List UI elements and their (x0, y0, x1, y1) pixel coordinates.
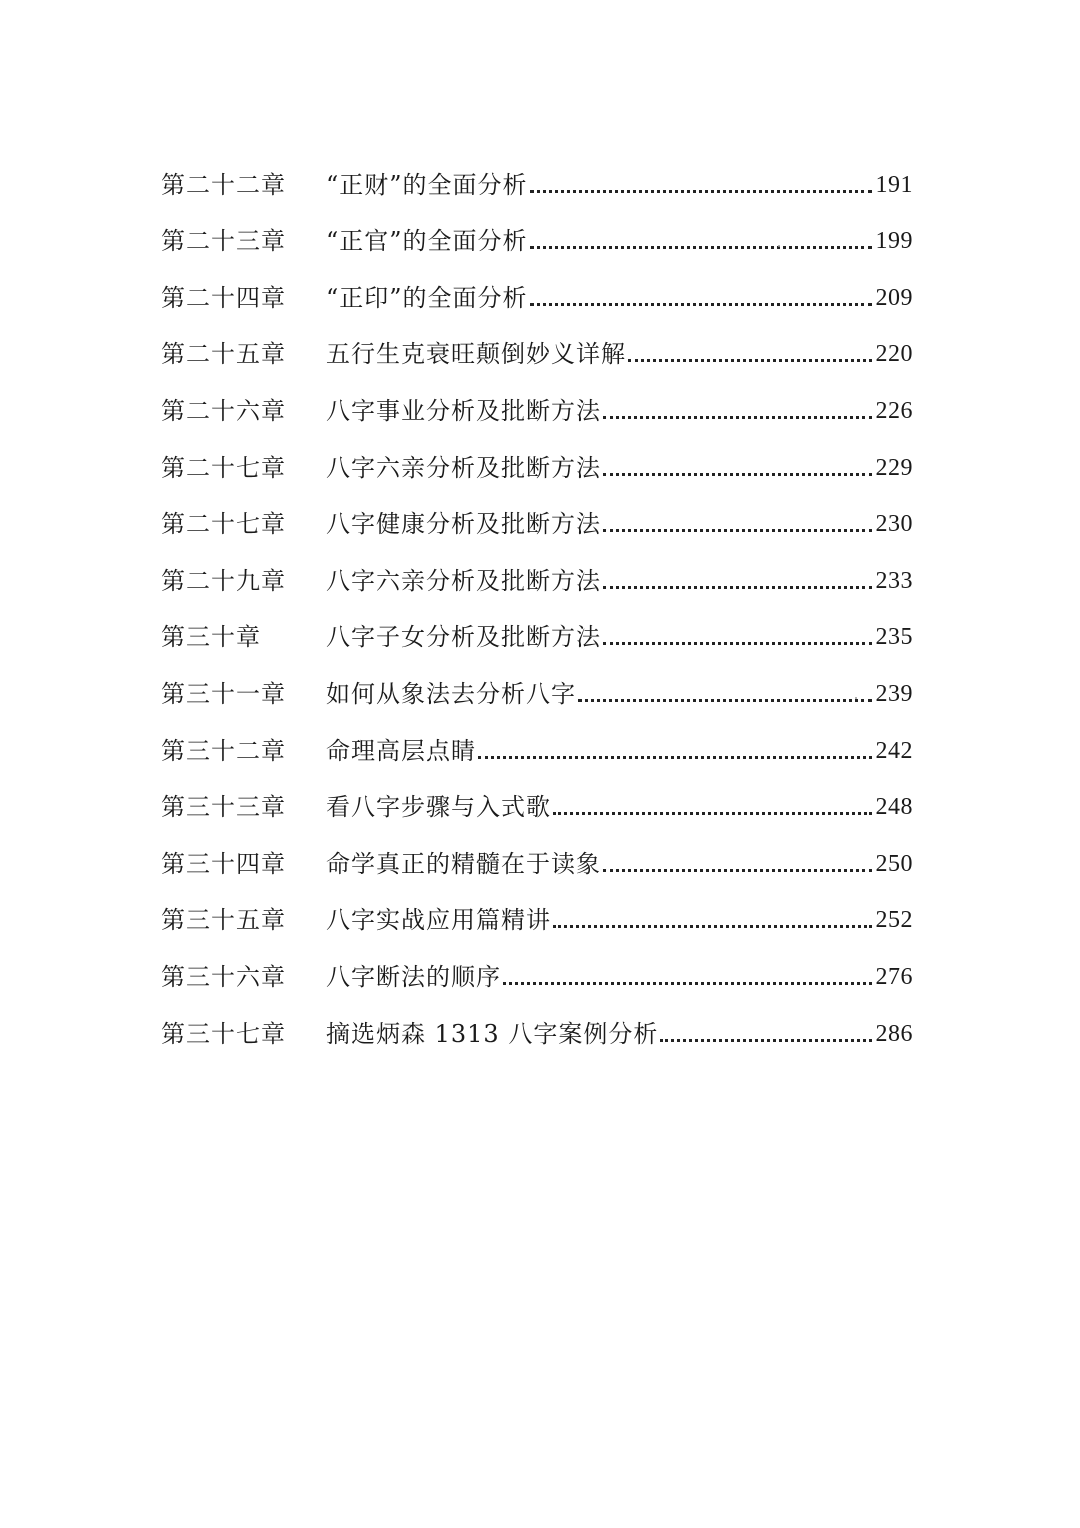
toc-entry (161, 989, 913, 1046)
page-number: 286 (875, 1020, 913, 1047)
scan-speck (778, 245, 780, 247)
chapter-number: 第二十五章 (161, 340, 286, 369)
chapter-number: 第二十六章 (161, 396, 286, 425)
chapter-title: 摘选炳森 1313 八字案例分析 (326, 1019, 659, 1048)
toc-entry (161, 197, 913, 254)
chapter-title: 五行生克衰旺颠倒妙义详解 (326, 340, 626, 369)
chapter-number: 第三十章 (161, 623, 261, 652)
dot-leader (603, 529, 872, 532)
page-number: 235 (875, 624, 913, 651)
toc-entry (161, 423, 913, 480)
toc-entry (161, 366, 913, 423)
toc-entry (161, 310, 913, 367)
chapter-title: 命理高层点睛 (326, 736, 476, 765)
chapter-number: 第三十七章 (161, 1019, 286, 1048)
page-number: 250 (875, 850, 913, 877)
dot-leader (530, 246, 872, 249)
page-number: 199 (875, 228, 913, 255)
chapter-title: 八字六亲分析及批断方法 (326, 453, 601, 482)
page-number: 242 (875, 737, 913, 764)
dot-leader (578, 699, 872, 702)
chapter-title: “正财”的全面分析 (326, 170, 528, 199)
chapter-title: 看八字步骤与入式歌 (326, 793, 551, 822)
toc-entry (161, 932, 913, 989)
dot-leader (628, 359, 872, 362)
dot-leader (503, 982, 872, 985)
chapter-title: 八字健康分析及批断方法 (326, 510, 601, 539)
chapter-title: 八字断法的顺序 (326, 962, 501, 991)
toc-entry (161, 706, 913, 763)
page-number: 239 (875, 680, 913, 707)
dot-leader (553, 925, 872, 928)
chapter-title: 如何从象法去分析八字 (326, 679, 576, 708)
chapter-number: 第二十七章 (161, 510, 286, 539)
page-number: 252 (875, 907, 913, 934)
chapter-title: 八字子女分析及批断方法 (326, 623, 601, 652)
dot-leader (553, 812, 872, 815)
toc-entry (161, 536, 913, 593)
page-number: 276 (875, 963, 913, 990)
toc-entry (161, 763, 913, 820)
dot-leader (603, 642, 872, 645)
chapter-number: 第二十三章 (161, 227, 286, 256)
dot-leader (603, 586, 872, 589)
page-number: 229 (875, 454, 913, 481)
chapter-number: 第二十二章 (161, 170, 286, 199)
chapter-title: 八字实战应用篇精讲 (326, 906, 551, 935)
chapter-title: 八字事业分析及批断方法 (326, 396, 601, 425)
toc-entry (161, 593, 913, 650)
chapter-number: 第二十四章 (161, 283, 286, 312)
dot-leader (603, 473, 872, 476)
page-number: 233 (875, 567, 913, 594)
chapter-number: 第三十一章 (161, 679, 286, 708)
scan-speck (855, 697, 857, 699)
dot-leader (603, 416, 872, 419)
dot-leader (603, 869, 872, 872)
toc-entry (161, 480, 913, 537)
chapter-title: 命学真正的精髓在于读象 (326, 849, 601, 878)
table-of-contents (161, 140, 913, 1046)
toc-entry (161, 649, 913, 706)
chapter-number: 第二十七章 (161, 453, 286, 482)
page-number: 226 (875, 397, 913, 424)
toc-entry (161, 876, 913, 933)
chapter-number: 第三十六章 (161, 962, 286, 991)
page-number: 230 (875, 511, 913, 538)
dot-leader (530, 190, 872, 193)
chapter-title: “正印”的全面分析 (326, 283, 528, 312)
chapter-number: 第三十三章 (161, 793, 286, 822)
chapter-number: 第三十二章 (161, 736, 286, 765)
toc-entry (161, 253, 913, 310)
chapter-number: 第三十五章 (161, 906, 286, 935)
chapter-number: 第三十四章 (161, 849, 286, 878)
toc-entry (161, 140, 913, 197)
page-number: 248 (875, 794, 913, 821)
dot-leader (530, 303, 872, 306)
chapter-title: 八字六亲分析及批断方法 (326, 566, 601, 595)
dot-leader (660, 1039, 871, 1042)
page-number: 191 (875, 171, 913, 198)
page-number: 209 (875, 284, 913, 311)
page-number: 220 (875, 341, 913, 368)
toc-entry (161, 819, 913, 876)
dot-leader (478, 756, 872, 759)
chapter-title: “正官”的全面分析 (326, 227, 528, 256)
chapter-number: 第二十九章 (161, 566, 286, 595)
